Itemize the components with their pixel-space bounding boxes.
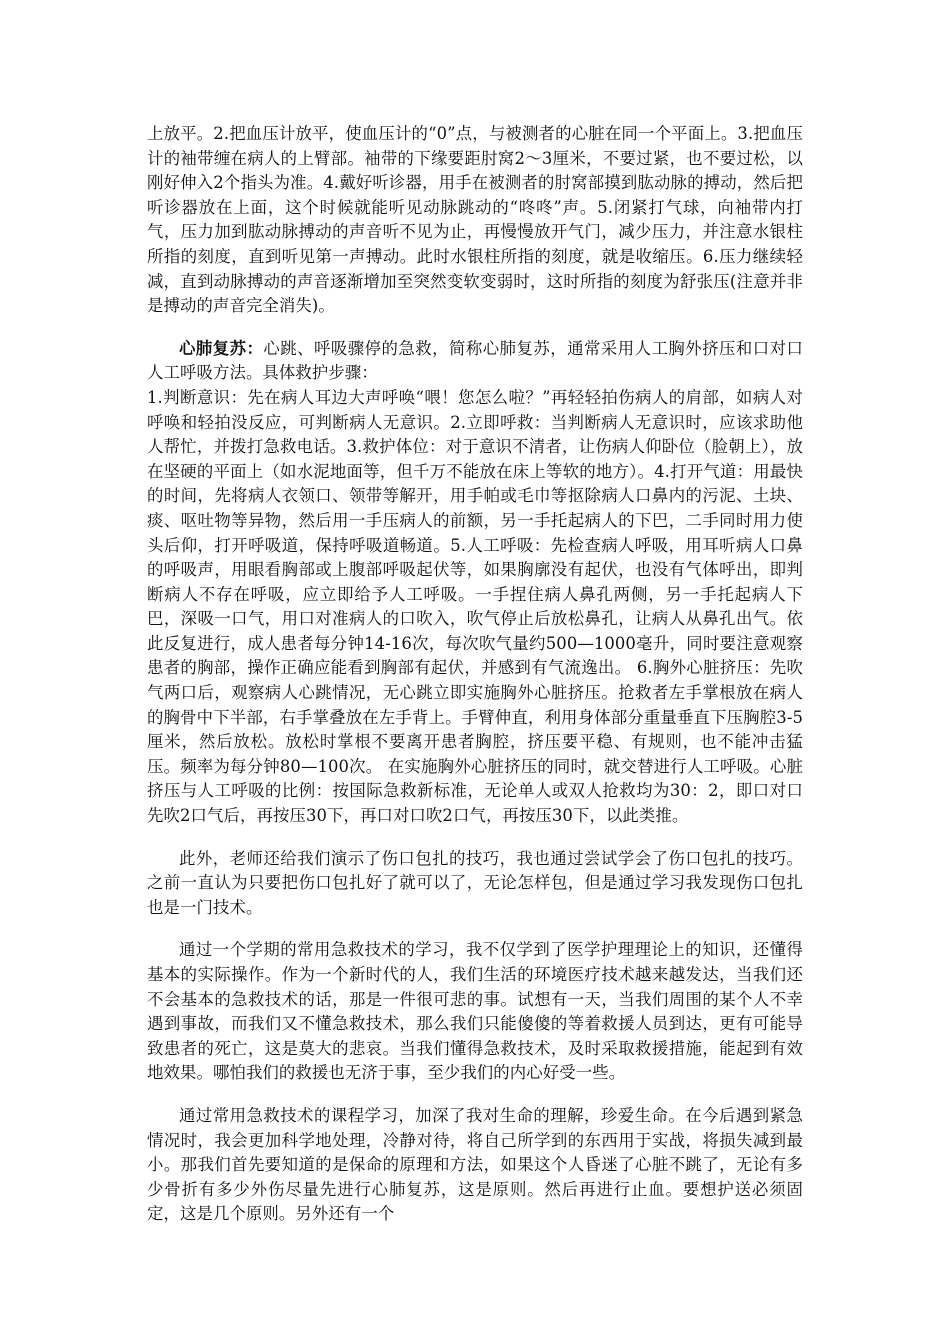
paragraph-gap <box>147 920 803 938</box>
document-body <box>147 122 803 1227</box>
cpr-intro-paragraph <box>147 337 803 386</box>
semester-reflection-paragraph: 通过一个学期的常用急救技术的学习，我不仅学到了医学护理理论上的知识，还懂得基本的实际操作。作为一个新时代的人，我们生活的环境医疗技术越来越发达，当我们还不会基本的急救技术的话，那是一件很可悲的事。试想有一天，当我们周围的某个人不幸遇到事故，而我们又不懂急救技术，那么我们只能傻傻的等着救援人员到达，更有可能导致患者的死亡，这是莫大的悲哀。当我们懂得急救技术，及时采取救援措施，能起到有效地效果。哪怕我们的救援也无济于事，至少我们的内心好受一些。 <box>147 940 803 1083</box>
bandaging-paragraph: 此外，老师还给我们演示了伤口包扎的技巧，我也通过尝试学会了伤口包扎的技巧。之前一直认为只要把伤口包扎好了就可以了，无论怎样包，但是通过学习我发现伤口包扎也是一门技术。 <box>147 848 803 917</box>
blood-pressure-steps-paragraph: 上放平。2.把血压计放平，使血压计的“0”点，与被测者的心脏在同一个平面上。3.把血压计的袖带缠在病人的上臂部。袖带的下缘要距肘窝2～3厘米，不要过紧，也不要过松，以刚好伸入2个指头为准。4.戴好听诊器，用手在被测者的肘窝部摸到肱动脉的搏动，然后把听诊器放在上面，这个时候就能听见动脉跳动的“咚咚”声。5.闭紧打气球，向袖带内打气，压力加到肱动脉搏动的声音听不见为止，再慢慢放开气门，减少压力，并注意水银柱所指的刻度，直到听见第一声搏动。此时水银柱所指的刻度，就是收缩压。6.压力继续轻减，直到动脉搏动的声音逐渐增加至突然变软变弱时，这时所指的刻度为舒张压(注意并非是搏动的声音完全消失)。 <box>147 124 803 316</box>
cpr-steps-paragraph: 1.判断意识：先在病人耳边大声呼唤“喂！您怎么啦？”再轻轻拍伤病人的肩部，如病人对呼唤和轻拍没反应，可判断病人无意识。2.立即呼救：当判断病人无意识时，应该求助他人帮忙，并拨打急救电话。3.救护体位：对于意识不清者，让伤病人仰卧位（脸朝上），放在坚硬的平面上（如水泥地面等，但千万不能放在床上等软的地方）。4.打开气道：用最快的时间，先将病人衣领口、领带等解开，用手帕或毛巾等抠除病人口鼻内的污泥、土块、痰、呕吐物等异物，然后用一手压病人的前额，另一手托起病人的下巴，二手同时用力使头后仰，打开呼吸道，保持呼吸道畅道。5.人工呼吸：先检查病人呼吸，用耳听病人口鼻的呼吸声，用眼看胸部或上腹部呼吸起伏等，如果胸廓没有起伏，也没有气体呼出，即判断病人不存在呼吸，应立即给予人工呼吸。一手捏住病人鼻孔两侧，另一手托起病人下巴，深吸一口气，用口对准病人的口吹入，吹气停止后放松鼻孔，让病人从鼻孔出气。依此反复进行，成人患者每分钟14-16次，每次吹气量约500—1000毫升，同时要注意观察患者的胸部，操作正确应能看到胸部有起伏，并感到有气流逸出。 6.胸外心脏挤压：先吹气两口后，观察病人心跳情况，无心跳立即实施胸外心脏挤压。抢救者左手掌根放在病人的胸骨中下半部，右手掌叠放在左手背上。手臂伸直，利用身体部分重量垂直下压胸腔3-5厘米，然后放松。放松时掌根不要离开患者胸腔，挤压要平稳、有规则，也不能冲击猛压。频率为每分钟80—100次。 在实施胸外心脏挤压的同时，就交替进行人工呼吸。心脏挤压与人工呼吸的比例：按国际急救新标准，无论单人或双人抢救均为30：2，即口对口先吹2口气后，再按压30下，再口对口吹2口气，再按压30下，以此类推。 <box>147 387 803 826</box>
paragraph-gap <box>147 319 803 337</box>
paragraph-gap <box>147 829 803 847</box>
paragraph-gap <box>147 1086 803 1104</box>
cpr-intro-text: 心跳、呼吸骤停的急救，简称心肺复苏，通常采用人工胸外挤压和口对口人工呼吸方法。具体救护步骤： <box>147 338 804 383</box>
cpr-heading: 心肺复苏： <box>179 338 264 358</box>
course-conclusion-paragraph: 通过常用急救技术的课程学习，加深了我对生命的理解，珍爱生命。在今后遇到紧急情况时，我会更加科学地处理，冷静对待，将自己所学到的东西用于实战，将损失减到最小。那我们首先要知道的是保命的原理和方法，如果这个人昏迷了心脏不跳了，无论有多少骨折有多少外伤尽量先进行心肺复苏，这是原则。然后再进行止血。要想护送必须固定，这是几个原则。另外还有一个 <box>147 1105 803 1224</box>
